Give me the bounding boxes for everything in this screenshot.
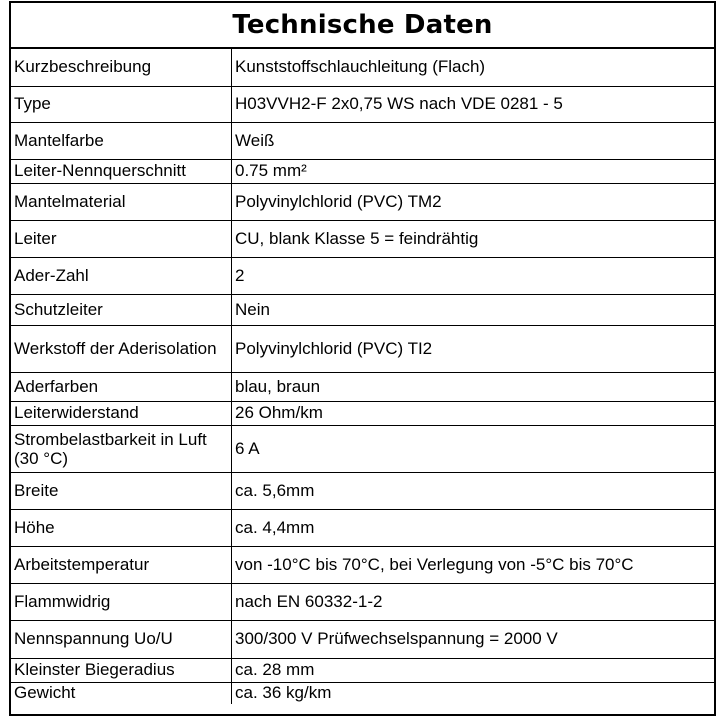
row-label: Gewicht [11, 682, 232, 704]
row-label: Strombelastbarkeit in Luft (30 °C) [11, 425, 232, 472]
row-label: Flammwidrig [11, 583, 232, 620]
row-label: Leiter [11, 220, 232, 257]
table-row [11, 86, 714, 122]
table-row [11, 425, 714, 472]
row-value: Nein [232, 294, 715, 325]
table-row [11, 183, 714, 220]
table-row [11, 658, 714, 682]
row-label: Höhe [11, 509, 232, 546]
row-label: Type [11, 86, 232, 122]
row-value: 300/300 V Prüfwechselspannung = 2000 V [232, 620, 715, 658]
row-label: Mantelfarbe [11, 122, 232, 159]
row-value: Weiß [232, 122, 715, 159]
table-row [11, 257, 714, 294]
row-value: Kunststoffschlauchleitung (Flach) [232, 49, 715, 86]
row-value: 2 [232, 257, 715, 294]
table-row [11, 220, 714, 257]
row-label: Arbeitstemperatur [11, 546, 232, 583]
row-label: Aderfarben [11, 372, 232, 401]
row-label: Nennspannung Uo/U [11, 620, 232, 658]
row-value: 0.75 mm² [232, 159, 715, 183]
row-value: Polyvinylchlorid (PVC) TM2 [232, 183, 715, 220]
row-value: Polyvinylchlorid (PVC) TI2 [232, 325, 715, 372]
row-value: ca. 36 kg/km [232, 682, 715, 704]
row-label: Kurzbeschreibung [11, 49, 232, 86]
row-value: 26 Ohm/km [232, 401, 715, 425]
row-value: nach EN 60332-1-2 [232, 583, 715, 620]
table-row [11, 546, 714, 583]
row-value: blau, braun [232, 372, 715, 401]
table-row [11, 294, 714, 325]
table-row [11, 509, 714, 546]
row-value: ca. 5,6mm [232, 472, 715, 509]
tech-data-sheet [9, 1, 716, 716]
table-row [11, 583, 714, 620]
row-label: Kleinster Biegeradius [11, 658, 232, 682]
row-label: Mantelmaterial [11, 183, 232, 220]
row-value: CU, blank Klasse 5 = feindrähtig [232, 220, 715, 257]
row-label: Ader-Zahl [11, 257, 232, 294]
row-value: ca. 4,4mm [232, 509, 715, 546]
table-row [11, 401, 714, 425]
row-value: von -10°C bis 70°C, bei Verlegung von -5°C bis 70°C [232, 546, 715, 583]
table-row [11, 325, 714, 372]
table-row [11, 49, 714, 86]
row-value: 6 A [232, 425, 715, 472]
row-value: ca. 28 mm [232, 658, 715, 682]
row-label: Breite [11, 472, 232, 509]
row-label: Leiter-Nennquerschnitt [11, 159, 232, 183]
table-row [11, 122, 714, 159]
table-row [11, 472, 714, 509]
table-row [11, 159, 714, 183]
row-label: Werkstoff der Aderisolation [11, 325, 232, 372]
row-label: Schutzleiter [11, 294, 232, 325]
row-label: Leiterwiderstand [11, 401, 232, 425]
table-row [11, 620, 714, 658]
row-value: H03VVH2-F 2x0,75 WS nach VDE 0281 - 5 [232, 86, 715, 122]
page-title: Technische Daten [11, 3, 714, 49]
specs-table [11, 49, 714, 704]
table-row [11, 372, 714, 401]
table-row [11, 682, 714, 704]
